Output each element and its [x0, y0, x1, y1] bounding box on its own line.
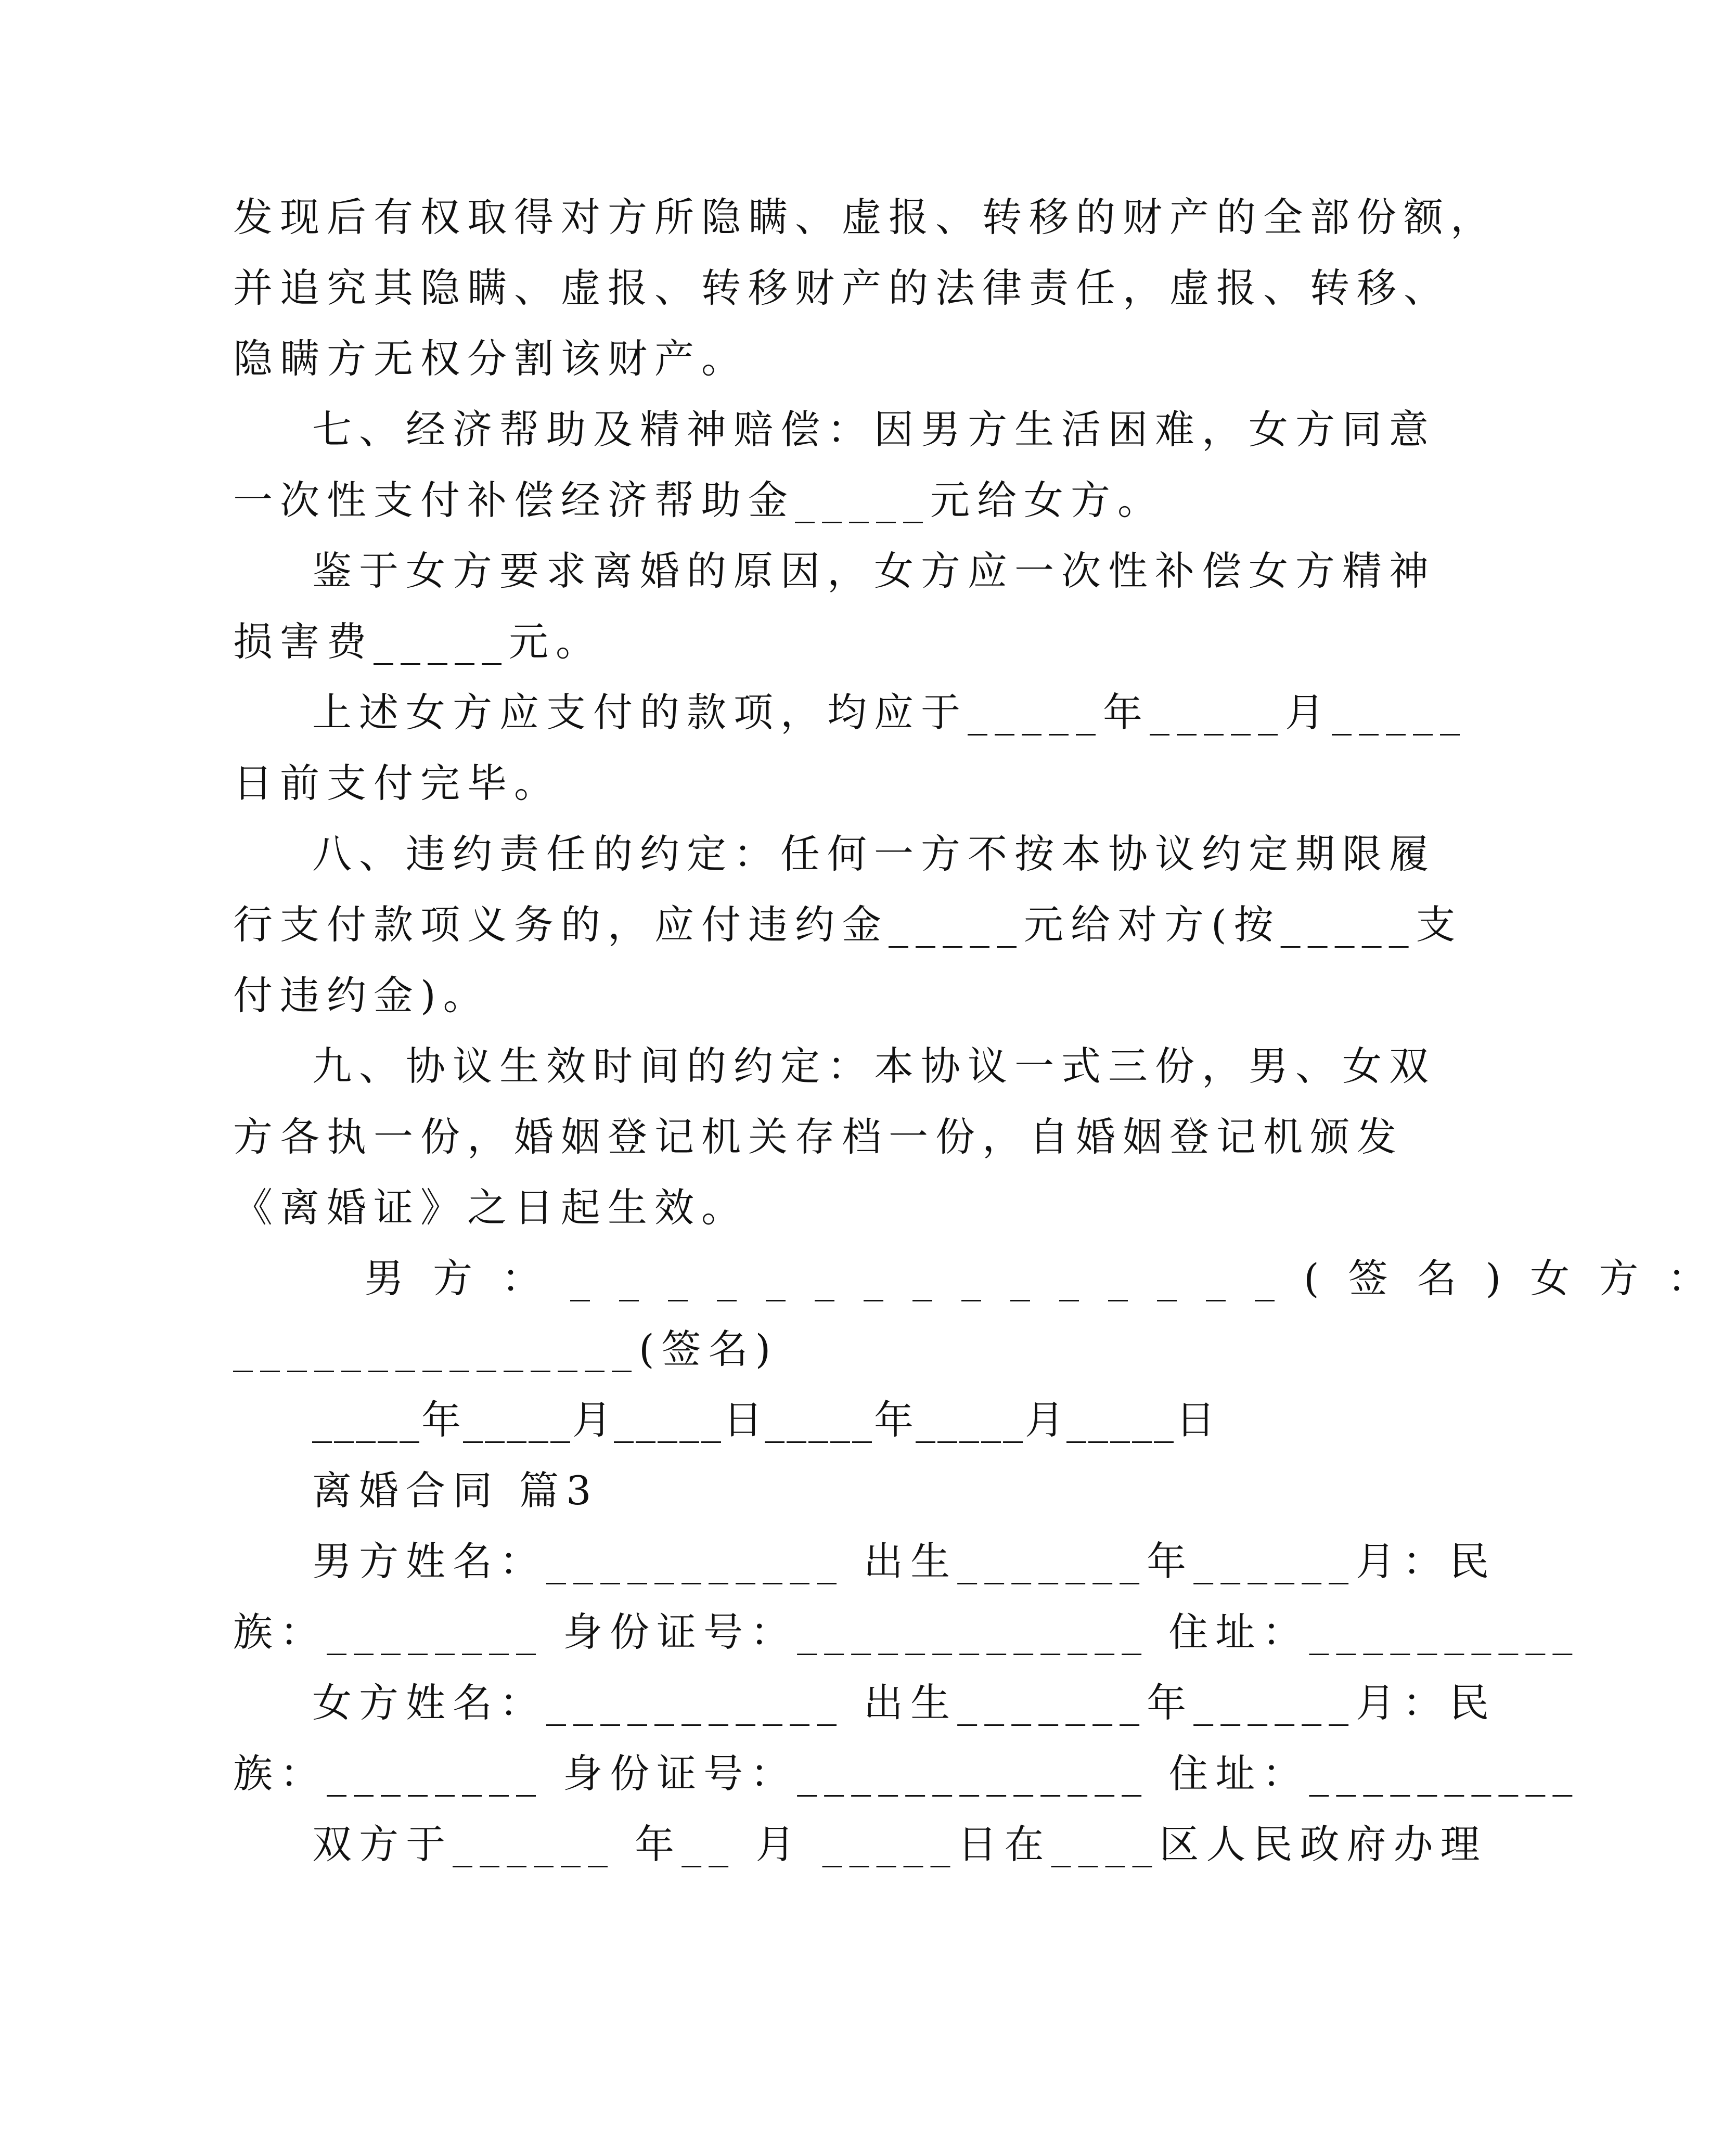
clause-9-line-1: 九、协议生效时间的约定：本协议一式三份，男、女双	[312, 1043, 1436, 1089]
section-title: 离婚合同 篇3	[312, 1467, 599, 1514]
clause-9-line-2: 方各执一份，婚姻登记机关存档一份，自婚姻登记机颁发	[233, 1114, 1404, 1160]
registration-line: 双方于______ 年__ 月 _____日在____区人民政府办理	[312, 1821, 1487, 1867]
clause-7-line-2: 一次性支付补偿经济帮助金_____元给女方。	[233, 477, 1164, 523]
male-info-line-2: 族：________ 身份证号：_____________ 住址：__________	[233, 1609, 1580, 1655]
compensation-line-1: 鉴于女方要求离婚的原因，女方应一次性补偿女方精神	[312, 548, 1436, 594]
text-line-1: 发现后有权取得对方所隐瞒、虚报、转移的财产的全部份额，	[233, 194, 1497, 240]
signature-line-2: _______________(签名)	[233, 1326, 778, 1372]
signature-line-1: 男方：_______________(签名)女方：	[364, 1255, 1736, 1301]
clause-9-line-3: 《离婚证》之日起生效。	[233, 1184, 748, 1231]
female-info-line-2: 族：________ 身份证号：_____________ 住址：__________	[233, 1750, 1580, 1797]
clause-7-line-1: 七、经济帮助及精神赔偿：因男方生活困难，女方同意	[312, 406, 1436, 453]
clause-8-line-2: 行支付款项义务的，应付违约金_____元给对方(按_____支	[233, 901, 1463, 948]
payment-line-2: 日前支付完毕。	[233, 760, 561, 806]
payment-line-1: 上述女方应支付的款项，均应于_____年_____月_____	[312, 689, 1467, 736]
compensation-line-2: 损害费_____元。	[233, 618, 602, 665]
text-line-2: 并追究其隐瞒、虚报、转移财产的法律责任，虚报、转移、	[233, 265, 1450, 311]
clause-8-line-1: 八、违约责任的约定：任何一方不按本协议约定期限履	[312, 831, 1436, 877]
clause-8-line-3: 付违约金)。	[233, 972, 490, 1018]
signature-dates: _____年_____月_____日_____年_____月_____日	[312, 1397, 1217, 1443]
male-info-line-1: 男方姓名：___________ 出生_______年______月：民	[312, 1538, 1497, 1584]
female-info-line-1: 女方姓名：___________ 出生_______年______月：民	[312, 1680, 1497, 1726]
text-line-3: 隐瞒方无权分割该财产。	[233, 336, 748, 382]
